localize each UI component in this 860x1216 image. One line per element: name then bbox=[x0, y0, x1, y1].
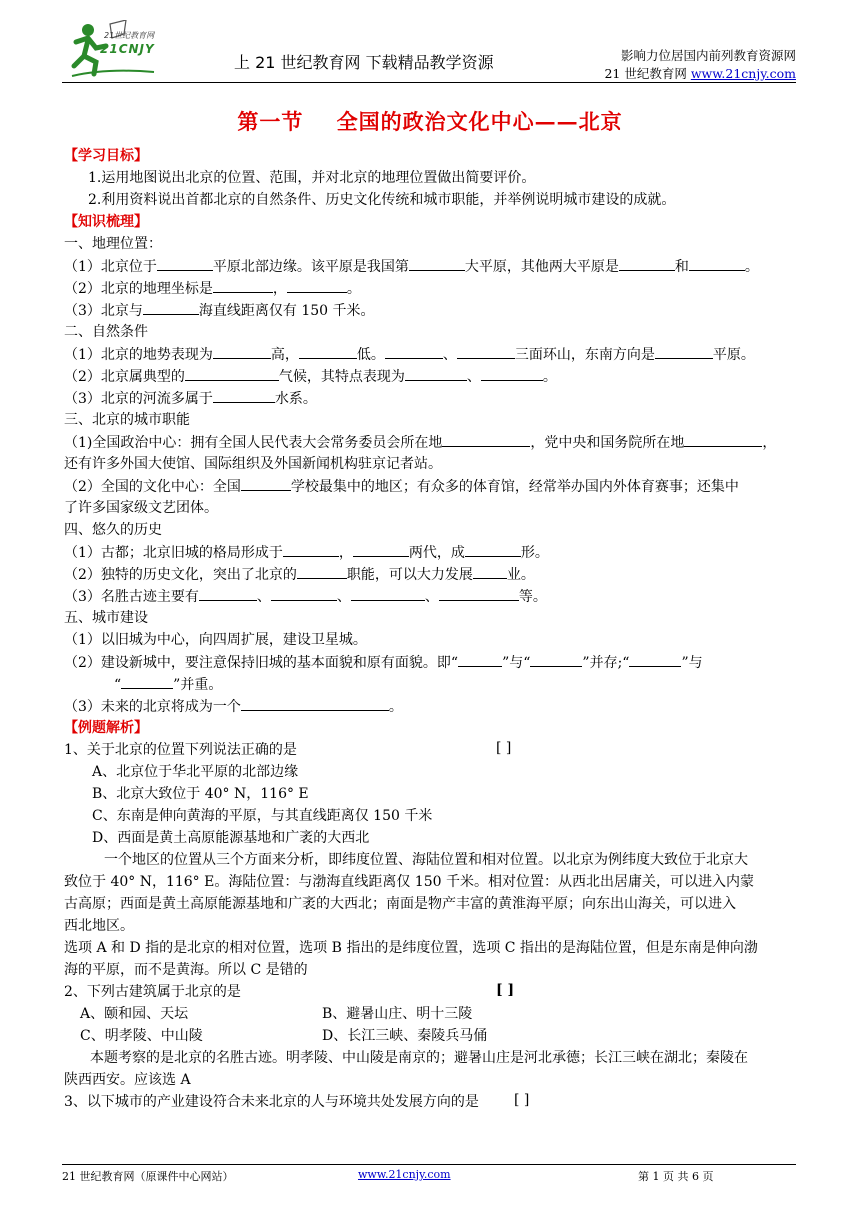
header-slogan: 上 21 世纪教育网 下载精品教学资源 bbox=[234, 53, 494, 72]
blank[interactable] bbox=[689, 256, 745, 271]
footer-page-number: 第 1 页 共 6 页 bbox=[638, 1170, 714, 1183]
k4-line-3: （3）名胜古迹主要有 、 、 、 等。 bbox=[64, 586, 547, 607]
blank[interactable] bbox=[530, 652, 582, 667]
blank[interactable] bbox=[213, 344, 271, 359]
site-logo bbox=[66, 20, 158, 80]
blank[interactable] bbox=[241, 476, 291, 491]
k4-line-2: （2）独特的历史文化，突出了北京的 职能，可以大力发展 业。 bbox=[64, 564, 535, 585]
section-goals-heading: 【学习目标】 bbox=[64, 148, 148, 164]
header-tagline: 影响力位居国内前列教育资源网 bbox=[620, 48, 796, 63]
blank[interactable] bbox=[213, 388, 275, 403]
k1-line-1: （1）北京位于 平原北部边缘。该平原是我国第 大平原，其他两大平原是 和 。 bbox=[64, 256, 759, 277]
blank[interactable] bbox=[213, 278, 273, 293]
k3-line-1: （1)全国政治中心：拥有全国人民代表大会常务委员会所在地 ，党中央和国务院所在地 ， bbox=[64, 432, 776, 453]
header-site-name: 21 世纪教育网 bbox=[604, 66, 691, 81]
blank[interactable] bbox=[465, 542, 521, 557]
blank[interactable] bbox=[157, 256, 213, 271]
k5-heading: 五、城市建设 bbox=[64, 610, 148, 626]
q2-option-c: C、明孝陵、中山陵 bbox=[80, 1028, 203, 1044]
blank[interactable] bbox=[655, 344, 713, 359]
page-title: 第一节 全国的政治文化中心——北京 bbox=[237, 109, 623, 134]
blank[interactable] bbox=[457, 344, 515, 359]
q2-option-b: B、避暑山庄、明十三陵 bbox=[322, 1006, 473, 1022]
blank[interactable] bbox=[297, 564, 347, 579]
q1-option-c: C、东南是伸向黄海的平原，与其直线距离仅 150 千米 bbox=[92, 808, 433, 824]
q3-stem: 3、以下城市的产业建设符合未来北京的人与环境共处发展方向的是 bbox=[64, 1094, 479, 1110]
blank[interactable] bbox=[199, 586, 257, 601]
q2-analysis-line: 本题考察的是北京的名胜古迹。明孝陵、中山陵是南京的；避暑山庄是河北承德；长江三峡在湖北；秦陵在 bbox=[90, 1050, 748, 1066]
q1-analysis-line: 一个地区的位置从三个方面来分析，即纬度位置、海陆位置和相对位置。以北京为例纬度大致位于北京大 bbox=[104, 852, 748, 868]
k2-line-2: （2）北京属典型的 气候，其特点表现为 、 。 bbox=[64, 366, 557, 387]
k2-line-3: （3）北京的河流多属于 水系。 bbox=[64, 388, 317, 409]
k4-heading: 四、悠久的历史 bbox=[64, 522, 162, 538]
section-knowledge-heading: 【知识梳理】 bbox=[64, 214, 148, 230]
q1-option-d: D、西面是黄土高原能源基地和广袤的大西北 bbox=[92, 830, 370, 846]
q1-analysis-line: 西北地区。 bbox=[64, 918, 134, 934]
header-site-link[interactable]: www.21cnjy.com bbox=[690, 66, 796, 81]
footer-site-name: 21 世纪教育网（原课件中心网站） bbox=[62, 1170, 234, 1183]
page-header bbox=[62, 14, 796, 82]
goal-item-2: 2.利用资料说出首都北京的自然条件、历史文化传统和城市职能，并举例说明城市建设的成就。 bbox=[88, 192, 676, 208]
logo-text-top: 21世纪教育网 bbox=[104, 31, 155, 40]
blank[interactable] bbox=[241, 696, 389, 711]
blank[interactable] bbox=[458, 652, 502, 667]
blank[interactable] bbox=[271, 586, 337, 601]
blank[interactable] bbox=[353, 542, 409, 557]
blank[interactable] bbox=[473, 564, 507, 579]
header-divider bbox=[62, 82, 796, 83]
q1-option-a: A、北京位于华北平原的北部边缘 bbox=[92, 764, 299, 780]
blank[interactable] bbox=[287, 278, 347, 293]
k3-line-2b: 了许多国家级文艺团体。 bbox=[64, 500, 218, 516]
blank[interactable] bbox=[405, 366, 467, 381]
blank[interactable] bbox=[409, 256, 465, 271]
q2-answer-bracket[interactable]: [ ] bbox=[496, 982, 515, 998]
blank[interactable] bbox=[442, 432, 530, 447]
q1-analysis-line: 选项 A 和 D 指的是北京的相对位置，选项 B 指出的是纬度位置，选项 C 指出的是海陆位置，但是东南是伸向渤 bbox=[64, 940, 758, 956]
q2-option-d: D、长江三峡、秦陵兵马俑 bbox=[322, 1028, 488, 1044]
blank[interactable] bbox=[299, 344, 357, 359]
k4-line-1: （1）古都；北京旧城的格局形成于 ， 两代，成 形。 bbox=[64, 542, 549, 563]
q1-analysis-line: 海的平原，而不是黄海。所以 C 是错的 bbox=[64, 962, 308, 978]
blank[interactable] bbox=[121, 674, 173, 689]
q3-answer-bracket[interactable]: [ ] bbox=[514, 1092, 530, 1108]
blank[interactable] bbox=[283, 542, 339, 557]
k2-line-1: （1）北京的地势表现为 高， 低。 、 三面环山，东南方向是 平原。 bbox=[64, 344, 755, 365]
k5-line-2b: “ ”并重。 bbox=[114, 674, 222, 695]
footer-link bbox=[358, 1168, 451, 1181]
k3-line-1b: 还有许多外国大使馆、国际组织及外国新闻机构驻京记者站。 bbox=[64, 456, 442, 472]
header-site-line bbox=[604, 64, 796, 82]
blank[interactable] bbox=[351, 586, 425, 601]
k1-line-2: （2）北京的地理坐标是 ， 。 bbox=[64, 278, 361, 299]
q2-option-a: A、颐和园、天坛 bbox=[80, 1006, 189, 1022]
k1-heading: 一、地理位置： bbox=[64, 236, 162, 252]
k3-line-2: （2）全国的文化中心：全国 学校最集中的地区；有众多的体育馆，经常举办国内外体育赛事；还集中 bbox=[64, 476, 739, 497]
q1-option-b: B、北京大致位于 40° N，116° E bbox=[92, 786, 309, 802]
q1-analysis-line: 古高原；西面是黄土高原能源基地和广袤的大西北；南面是物产丰富的黄淮海平原；向东出山海关，可以进入 bbox=[64, 896, 736, 912]
k2-heading: 二、自然条件 bbox=[64, 324, 148, 340]
footer-divider bbox=[62, 1164, 796, 1165]
q1-stem: 1、关于北京的位置下列说法正确的是 bbox=[64, 742, 297, 758]
k1-line-3: （3）北京与 海直线距离仅有 150 千米。 bbox=[64, 300, 375, 321]
blank[interactable] bbox=[439, 586, 519, 601]
blank[interactable] bbox=[143, 300, 199, 315]
footer-site-link[interactable]: www.21cnjy.com bbox=[358, 1168, 451, 1181]
section-examples-heading: 【例题解析】 bbox=[64, 720, 148, 736]
k3-heading: 三、北京的城市职能 bbox=[64, 412, 190, 428]
k5-line-1: （1）以旧城为中心，向四周扩展，建设卫星城。 bbox=[64, 632, 367, 648]
goal-item-1: 1.运用地图说出北京的位置、范围，并对北京的地理位置做出简要评价。 bbox=[88, 170, 536, 186]
blank[interactable] bbox=[684, 432, 762, 447]
k5-line-2: （2）建设新城中，要注意保持旧城的基本面貌和原有面貌。即“ ”与“ ”并存;“ ”与 bbox=[64, 652, 703, 673]
k5-line-3: （3）未来的北京将成为一个 。 bbox=[64, 696, 403, 717]
blank[interactable] bbox=[385, 344, 443, 359]
blank[interactable] bbox=[185, 366, 279, 381]
logo-text-brand: 21CNJY bbox=[100, 42, 155, 56]
blank[interactable] bbox=[629, 652, 681, 667]
q2-analysis-line: 陕西西安。应该选 A bbox=[64, 1072, 191, 1088]
q2-stem: 2、下列古建筑属于北京的是 bbox=[64, 984, 241, 1000]
blank[interactable] bbox=[481, 366, 543, 381]
blank[interactable] bbox=[619, 256, 675, 271]
q1-analysis-line: 致位于 40° N，116° E。海陆位置：与渤海直线距离仅 150 千米。相对位置：从西北出居庸关，可以进入内蒙 bbox=[64, 874, 754, 890]
q1-answer-bracket[interactable]: [ ] bbox=[496, 740, 512, 756]
